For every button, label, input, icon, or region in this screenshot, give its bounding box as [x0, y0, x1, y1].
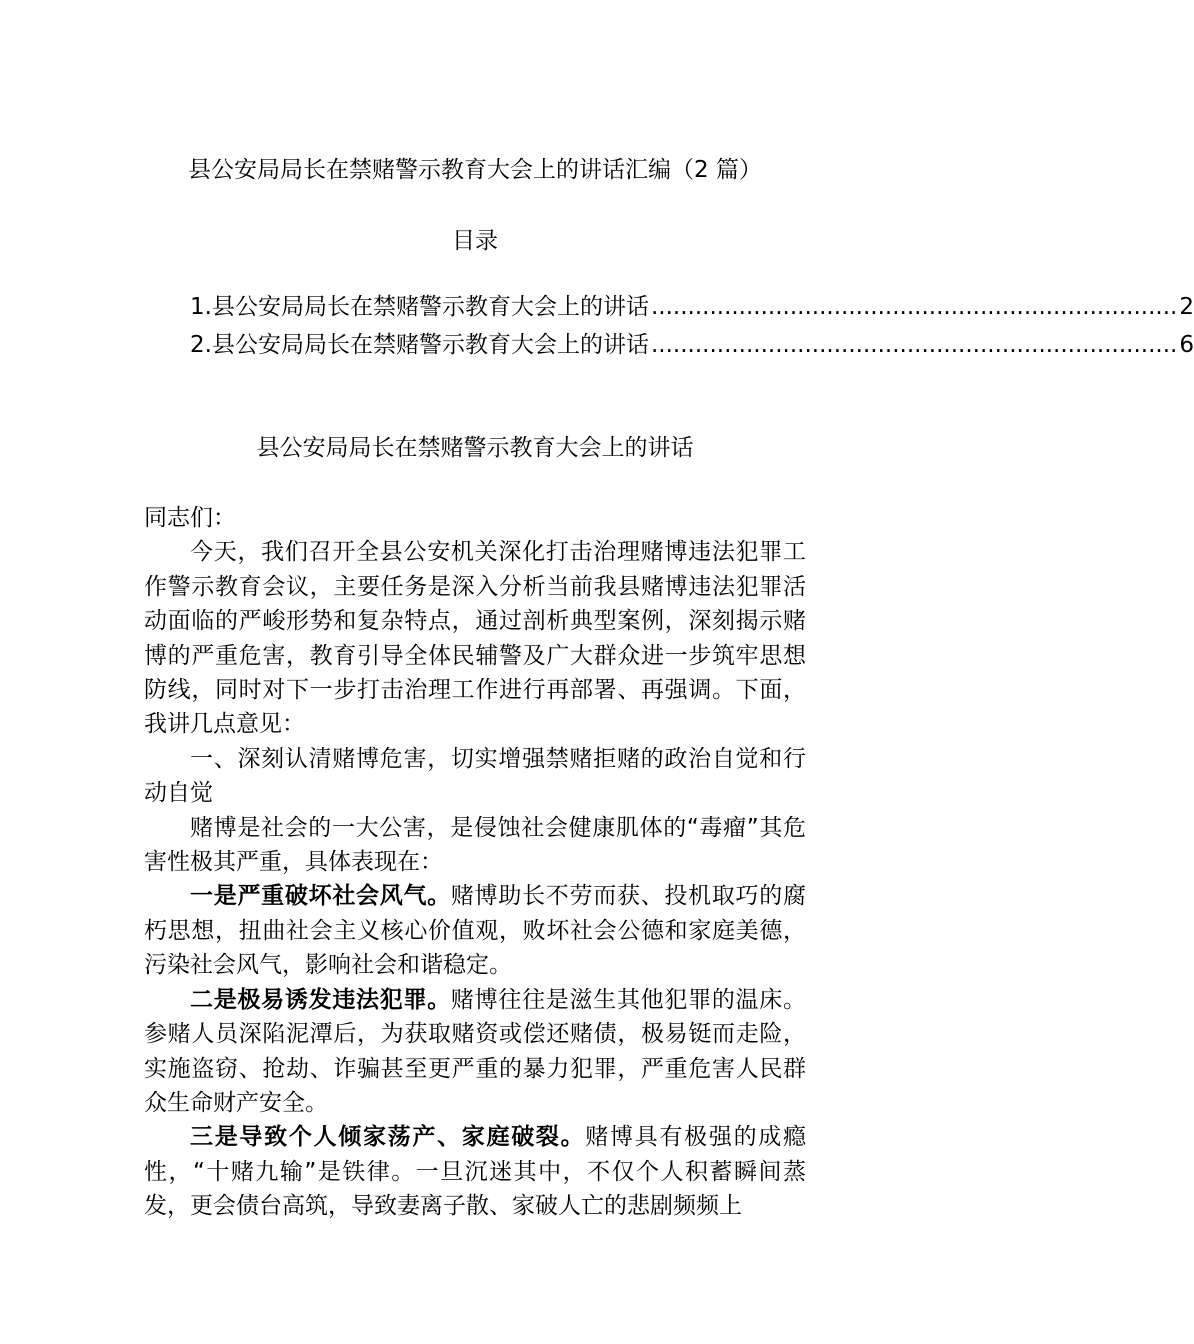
table-of-contents	[190, 288, 1194, 364]
point-text: 赌博具有极强的成瘾性，“十赌九输”是铁律。一旦沉迷其中，不仅个人积蓄瞬间蒸发，更会债台高筑，导致妻离子散、家破人亡的悲剧频频上	[144, 1124, 807, 1220]
toc-entry[interactable]	[190, 288, 1194, 326]
article-body	[144, 501, 806, 1224]
toc-entry[interactable]	[190, 326, 1194, 364]
toc-heading: 目录	[452, 228, 498, 254]
article-title: 县公安局局长在禁赌警示教育大会上的讲话	[256, 435, 694, 461]
point-text: 赌博助长不劳而获、投机取巧的腐朽思想，扭曲社会主义核心价值观，败坏社会公德和家庭美德，污染社会风气，影响社会和谐稳定。	[144, 883, 807, 979]
point-lead: 三是导致个人倾家荡产、家庭破裂。	[190, 1124, 586, 1151]
point-text: 赌博往往是滋生其他犯罪的温床。参赌人员深陷泥潭后，为获取赌资或偿还赌债，极易铤而走险，实施盗窃、抢劫、诈骗甚至更严重的暴力犯罪，严重危害人民群众生命财产安全。	[144, 986, 807, 1116]
paragraph: 今天，我们召开全县公安机关深化打击治理赌博违法犯罪工作警示教育会议，主要任务是深入分析当前我县赌博违法犯罪活动面临的严峻形势和复杂特点，通过剖析典型案例，深刻揭示赌博的严重危害，教育引导全体民辅警及广大群众进一步筑牢思想防线，同时对下一步打击治理工作进行再部署、再强调。下面，我讲几点意见：	[144, 539, 806, 738]
point-paragraph	[144, 1120, 806, 1223]
main-title: 县公安局局长在禁赌警示教育大会上的讲话汇编（2 篇）	[188, 157, 762, 183]
toc-leader-dots: ........................................................................	[650, 294, 1178, 320]
point-paragraph	[144, 879, 806, 982]
point-lead: 一是严重破坏社会风气。	[190, 883, 451, 910]
point-lead: 二是极易诱发违法犯罪。	[190, 986, 451, 1013]
salutation: 同志们：	[144, 505, 236, 531]
toc-leader-dots: ........................................................................	[650, 332, 1178, 358]
paragraph: 赌博是社会的一大公害，是侵蚀社会健康肌体的“毒瘤”其危害性极其严重，具体表现在：	[144, 814, 806, 876]
toc-entry-page: 2	[1179, 294, 1194, 320]
point-paragraph	[144, 983, 806, 1121]
toc-entry-label: 2.县公安局局长在禁赌警示教育大会上的讲话	[190, 332, 649, 358]
toc-entry-page: 6	[1179, 332, 1194, 358]
toc-entry-label: 1.县公安局局长在禁赌警示教育大会上的讲话	[190, 294, 649, 320]
section-heading: 一、深刻认清赌博危害，切实增强禁赌拒赌的政治自觉和行动自觉	[144, 745, 806, 807]
